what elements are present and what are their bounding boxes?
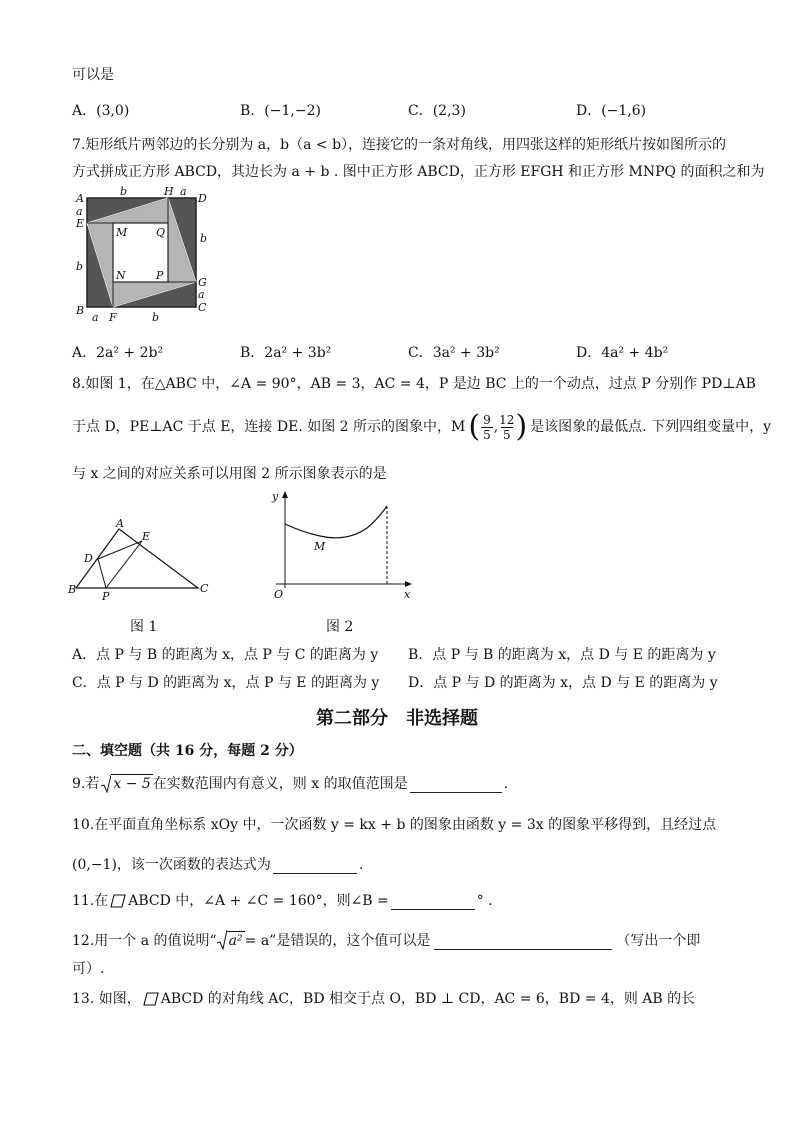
q8-figure-1-caption: 图 1: [130, 619, 158, 635]
q9-radical-sign: [101, 775, 111, 793]
fig1-label-A: A: [116, 517, 124, 530]
q8-m-y-fraction: 12 5: [499, 412, 515, 442]
q8-figure-2-caption: 图 2: [326, 619, 354, 635]
parallelogram-icon: [110, 894, 126, 908]
q7-text-line2: 方式拼成正方形 ABCD，其边长为 a + b . 图中正方形 ABCD，正方形 EFGH 和正方形 MNPQ 的面积之和为: [72, 164, 765, 180]
q7-square-figure: [70, 184, 220, 324]
fig7-label-M: M: [116, 226, 128, 239]
q8-option-d: D．点 P 与 D 的距离为 x，点 D 与 E 的距离为 y: [408, 675, 718, 691]
q12-radicand: a²: [228, 933, 243, 949]
q12-line1: 12.用一个 a 的值说明“ a² = a”是错误的，这个值可以是 （写出一个即: [72, 930, 700, 950]
q11-line: 11.在 ABCD 中，∠A + ∠C = 160°，则∠B = ° .: [72, 893, 493, 909]
fig7-label-F: F: [109, 311, 117, 324]
fig7-label-E: E: [76, 217, 85, 230]
fig7-label-Q: Q: [156, 226, 166, 239]
fig7-label-P: P: [156, 269, 164, 282]
q8-figure-1: [66, 516, 216, 604]
fig7-label-G: G: [198, 276, 207, 289]
q6-option-b: B．(−1,−2): [240, 103, 321, 119]
q7-option-d: D．4a² + 4b²: [576, 345, 669, 361]
q7-option-b: B．2a² + 3b²: [240, 345, 332, 361]
q6-tail: 可以是: [72, 67, 114, 83]
q8-line2-post: 是该图象的最低点. 下列四组变量中，y: [530, 419, 771, 435]
q13-line: 13. 如图， ABCD 的对角线 AC，BD 相交于点 O，BD ⊥ CD，AC = 6，BD = 4，则 AB 的长: [72, 991, 696, 1007]
q12-line2: 可）.: [72, 961, 105, 977]
q8-line2-pre: 于点 D，PE⊥AC 于点 E，连接 DE. 如图 2 所示的图象中，M: [72, 419, 466, 435]
q6-option-c: C．(2,3): [408, 103, 466, 119]
fig2-label-x: x: [404, 588, 411, 601]
q7-option-c: C．3a² + 3b²: [408, 345, 500, 361]
fig7-label-A: A: [76, 192, 84, 205]
fig1-label-E: E: [142, 530, 151, 543]
q10-line2: (0,−1)，该一次函数的表达式为 .: [72, 857, 364, 873]
fig7-label-C: C: [198, 301, 207, 314]
q12-answer-blank[interactable]: [434, 935, 612, 950]
q12-radical-sign: [217, 930, 227, 950]
q8-text-line1: 8.如图 1，在△ABC 中，∠A = 90°，AB = 3，AC = 4，P 是边 BC 上的一个动点，过点 P 分别作 PD⊥AB: [72, 376, 756, 392]
fig7-label-a-left: a: [76, 205, 83, 218]
q6-option-a: A．(3,0): [72, 103, 130, 119]
fig1-label-P: P: [102, 590, 110, 603]
q8-text-line3: 与 x 之间的对应关系可以用图 2 所示图象表示的是: [72, 466, 387, 482]
fig1-label-C: C: [200, 582, 209, 595]
q8-text-line2: 于点 D，PE⊥AC 于点 E，连接 DE. 如图 2 所示的图象中，M ( 9 5 , 12 5 ) 是该图象的最低点. 下列四组变量中，y: [72, 409, 771, 444]
fig2-label-y: y: [272, 490, 279, 503]
q8-option-a: A．点 P 与 B 的距离为 x，点 P 与 C 的距离为 y: [72, 647, 379, 663]
fig7-label-b-right: b: [200, 232, 208, 245]
fig7-label-D: D: [198, 192, 207, 205]
q8-option-b: B．点 P 与 B 的距离为 x，点 D 与 E 的距离为 y: [408, 647, 716, 663]
q7-option-a: A．2a² + 2b²: [72, 345, 164, 361]
fig2-label-M: M: [314, 540, 326, 553]
q6-option-d: D．(−1,6): [576, 103, 647, 119]
q10-text-line1: 10.在平面直角坐标系 xOy 中，一次函数 y = kx + b 的图象由函数 y = 3x 的图象平移得到，且经过点: [72, 817, 717, 833]
q9-radicand: x − 5: [113, 776, 151, 792]
parallelogram-icon: [143, 992, 159, 1006]
fig7-label-b-bottom: b: [152, 311, 160, 324]
q11-answer-blank[interactable]: [391, 895, 475, 910]
q9-answer-blank[interactable]: [410, 778, 502, 793]
q8-figure-2: [262, 488, 422, 604]
fig7-label-N: N: [116, 269, 126, 282]
fig1-label-B: B: [68, 583, 77, 596]
fig1-label-D: D: [84, 552, 93, 565]
q9-line: 9.若 x − 5 在实数范围内有意义，则 x 的取值范围是 .: [72, 776, 509, 792]
part2-title: 第二部分 非选择题: [316, 708, 478, 729]
fig7-label-b-left: b: [76, 260, 84, 273]
fig7-label-a-bottom: a: [92, 311, 99, 324]
fig7-label-b-top: b: [120, 185, 128, 198]
q10-answer-blank[interactable]: [273, 859, 357, 874]
fig7-label-a-right: a: [198, 288, 205, 301]
fig7-label-a-top: a: [180, 185, 187, 198]
q8-option-c: C．点 P 与 D 的距离为 x，点 P 与 E 的距离为 y: [72, 675, 380, 691]
fig2-label-O: O: [274, 588, 284, 601]
fig7-label-B: B: [76, 304, 85, 317]
q7-text-line1: 7.矩形纸片两邻边的长分别为 a，b（a < b），连接它的一条对角线，用四张这样的矩形纸片按如图所示的: [72, 137, 727, 153]
section-fill-in-blank: 二、填空题（共 16 分，每题 2 分）: [72, 743, 303, 759]
q8-m-x-fraction: 9 5: [483, 412, 491, 442]
fig7-label-H: H: [164, 185, 174, 198]
